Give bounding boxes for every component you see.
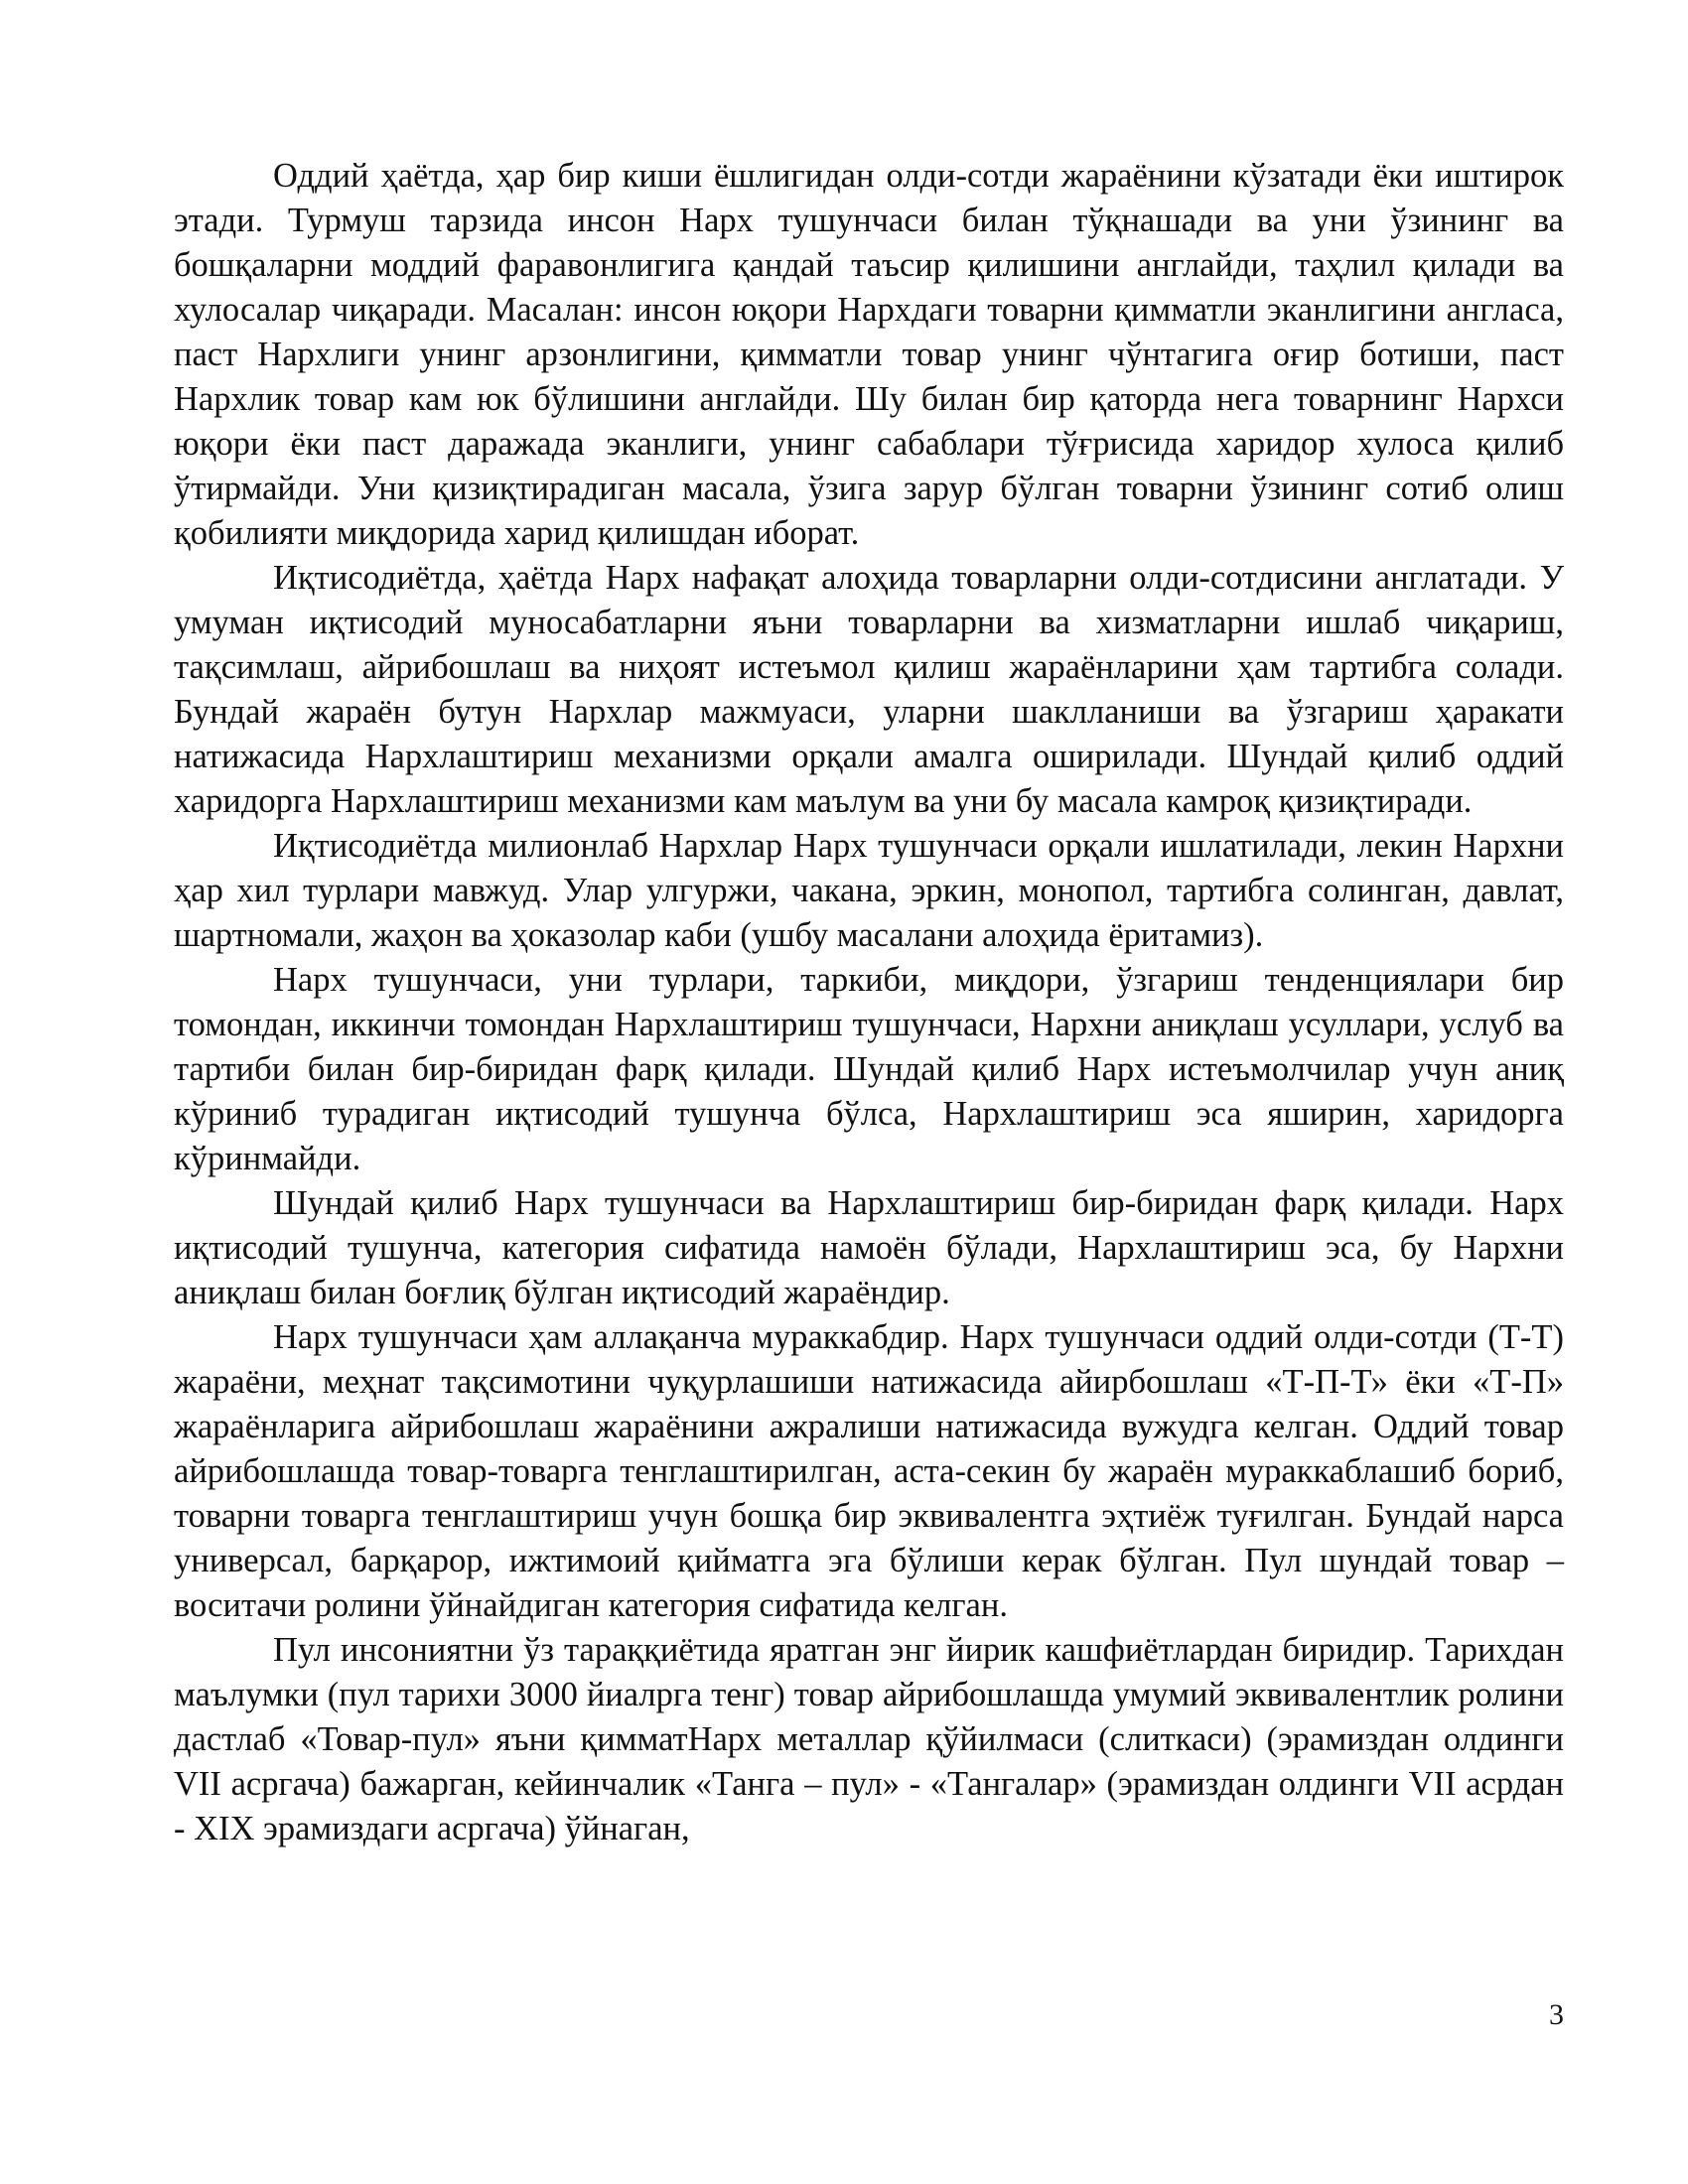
- paragraph-1: Оддий ҳаётда, ҳар бир киши ёшлигидан олди-сотди жараёнини кўзатади ёки иштирок этади. Турмуш тарзида инсон Нарх тушунчаси билан тўқнашади ва уни ўзининг ва бошқаларни моддий фаравонлигига қандай таъсир қилишини англайди, таҳлил қилади ва хулосалар чиқаради. Масалан: инсон юқори Нархдаги товарни қимматли эканлигини англаса, паст Нархлиги унинг арзонлигини, қимматли товар унинг чўнтагига оғир ботиши, паст Нархлик товар кам юк бўлишини англайди. Шу билан бир қаторда нега товарнинг Нархси юқори ёки паст даражада эканлиги, унинг сабаблари тўғрисида харидор хулоса қилиб ўтирмайди. Уни қизиқтирадиган масала, ўзига зарур бўлган товарни ўзининг сотиб олиш қобилияти миқдорида харид қилишдан иборат.: [174, 157, 1564, 552]
- paragraph-7: Пул инсониятни ўз тараққиётида яратган энг йирик кашфиётлардан биридир. Тарихдан маълумки (пул тарихи 3000 йиалрга тенг) товар айрибошлашда умумий эквивалентлик ролини дастлаб «Товар-пул» яъни қимматНарх металлар қўйилмаси (слиткаси) (эрамиздан олдинги VII асргача) бажарган, кейинчалик «Танга – пул» - «Тангалар» (эрамиздан олдинги VII асрдан - XIX эрамиздаги асргача) ўйнаган,: [174, 1631, 1564, 1847]
- paragraph-6: Нарх тушунчаси ҳам аллақанча мураккабдир. Нарх тушунчаси оддий олди-сотди (Т-Т) жараёни, меҳнат тақсимотини чуқурлашиши натижасида айирбошлаш «Т-П-Т» ёки «Т-П» жараёнларига айрибошлаш жараёнини ажралиши натижасида вужудга келган. Оддий товар айрибошлашда товар-товарга тенглаштирилган, аста-секин бу жараён мураккаблашиб бориб, товарни товарга тенглаштириш учун бошқа бир эквивалентга эҳтиёж туғилган. Бундай нарса универсал, барқарор, ижтимоий қийматга эга бўлиши керак бўлган. Пул шундай товар – воситачи ролини ўйнайдиган категория сифатида келган.: [174, 1318, 1564, 1624]
- page-number: 3: [1549, 1998, 1564, 2031]
- document-body: [174, 154, 1564, 1851]
- paragraph-5: Шундай қилиб Нарх тушунчаси ва Нархлаштириш бир-биридан фарқ қилади. Нарх иқтисодий тушунча, категория сифатида намоён бўлади, Нархлаштириш эса, бу Нархни аниқлаш билан боғлиқ бўлган иқтисодий жараёндир.: [174, 1184, 1564, 1311]
- paragraph-4: Нарх тушунчаси, уни турлари, таркиби, миқдори, ўзгариш тенденциялари бир томондан, иккинчи томондан Нархлаштириш тушунчаси, Нархни аниқлаш усуллари, услуб ва тартиби билан бир-биридан фарқ қилади. Шундай қилиб Нарх истеъмолчилар учун аниқ кўриниб турадиган иқтисодий тушунча бўлса, Нархлаштириш эса яширин, харидорга кўринмайди.: [174, 961, 1564, 1177]
- paragraph-3: Иқтисодиётда милионлаб Нархлар Нарх тушунчаси орқали ишлатилади, лекин Нархни ҳар хил турлари мавжуд. Улар улгуржи, чакана, эркин, монопол, тартибга солинган, давлат, шартномали, жаҳон ва ҳоказолар каби (ушбу масалани алоҳида ёритамиз).: [174, 827, 1564, 954]
- paragraph-2: Иқтисодиётда, ҳаётда Нарх нафақат алоҳида товарларни олди-сотдисини англатади. У умуман иқтисодий муносабатларни яъни товарларни ва хизматларни ишлаб чиқариш, тақсимлаш, айрибошлаш ва ниҳоят истеъмол қилиш жараёнларини ҳам тартибга солади. Бундай жараён бутун Нархлар мажмуаси, уларни шаклланиши ва ўзгариш ҳаракати натижасида Нархлаштириш механизми орқали амалга оширилади. Шундай қилиб оддий харидорга Нархлаштириш механизми кам маълум ва уни бу масала камроқ қизиқтиради.: [174, 559, 1564, 820]
